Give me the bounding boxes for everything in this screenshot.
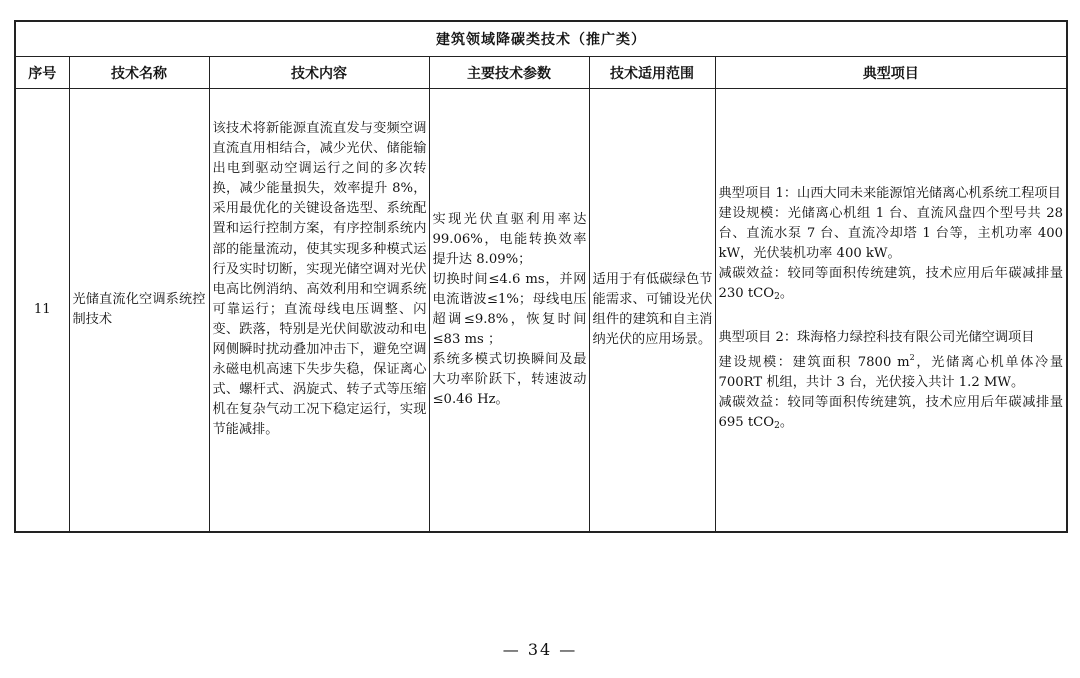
project-2-scale-rest: ，光储离心机单体冷量 700RT 机组，共计 3 台，光伏接入共计 1.2 MW。 [718,354,1064,390]
superscript: 2 [909,352,915,362]
param-line: 系统多模式切换瞬间及最大功率阶跃下，转速波动≤0.46 Hz。 [432,352,587,408]
header-tech-scope: 技术适用范围 [589,57,715,89]
table-title: 建筑领域降碳类技术（推广类） [15,21,1067,57]
project-2-effect-text: 减碳效益：较同等面积传统建筑，技术应用后年碳减排量 695 tCO [718,394,1064,430]
cell-tech-content: 该技术将新能源直流直发与变频空调直流直用相结合，减少光伏、储能输出电到驱动空调运行之间的多次转换，减少能量损失，效率提升 8%，采用最优化的关键设备选型、系统配置和运行控制方案，有序控制系统内部的能量流动，使其实现多种模式运行及实时切断，实现光储空调对光伏电高比例消纳、高效利用和空调系统可靠运行；直流母线电压调整、闪变、跌落，特别是光伏间歇波动和电网侧瞬时扰动叠加冲击下，避免空调永磁电机高速下失步失稳，保证离心式、螺杆式、涡旋式、转子式等压缩机在复杂气动工况下稳定运行，实现节能减排。 [209,89,429,533]
param-line: 实现光伏直驱利用率达 99.06%，电能转换效率提升达 8.09%； [432,211,587,267]
project-2-effect [719,393,1064,436]
page-number: — 34 — [502,640,578,659]
project-1-effect-text: 减碳效益：较同等面积传统建筑，技术应用后年碳减排量 230 tCO [718,266,1064,302]
period: 。 [779,414,793,430]
cell-tech-params [429,89,589,533]
cell-tech-name: 光储直流化空调系统控制技术 [69,89,209,533]
period: 。 [779,286,793,302]
table-title-row [15,21,1067,57]
project-2-scale-text: 建设规模：建筑面积 7800 m [718,354,910,370]
subscript: 2 [774,420,780,431]
header-tech-params: 主要技术参数 [429,57,589,89]
cell-typical-projects [715,89,1067,533]
project-2-title: 典型项目 2：珠海格力绿控科技有限公司光储空调项目 [718,329,1035,345]
project-1-scale: 建设规模：光储离心机组 1 台、直流风盘四个型号共 28 台、直流水泵 7 台、直流冷却塔 1 台等，主机功率 400 kW，光伏装机功率 400 kW。 [718,206,1064,262]
table-row [15,89,1067,533]
cell-tech-scope: 适用于有低碳绿色节能需求、可铺设光伏组件的建筑和自主消纳光伏的应用场景。 [589,89,715,533]
header-seq: 序号 [15,57,69,89]
header-typical-projects: 典型项目 [715,57,1067,89]
param-line: 切换时间≤4.6 ms，并网电流谐波≤1%；母线电压超调≤9.8%，恢复时间≤83 ms ； [432,271,587,348]
project-2-scale [719,348,1064,393]
project-1-title: 典型项目 1：山西大同未来能源馆光储离心机系统工程项目 [718,185,1061,201]
project-1-effect [719,264,1064,307]
cell-seq: 11 [15,89,69,533]
table-header-row [15,57,1067,89]
header-tech-name: 技术名称 [69,57,209,89]
technology-table [14,20,1068,533]
header-tech-content: 技术内容 [209,57,429,89]
subscript: 2 [774,292,780,303]
